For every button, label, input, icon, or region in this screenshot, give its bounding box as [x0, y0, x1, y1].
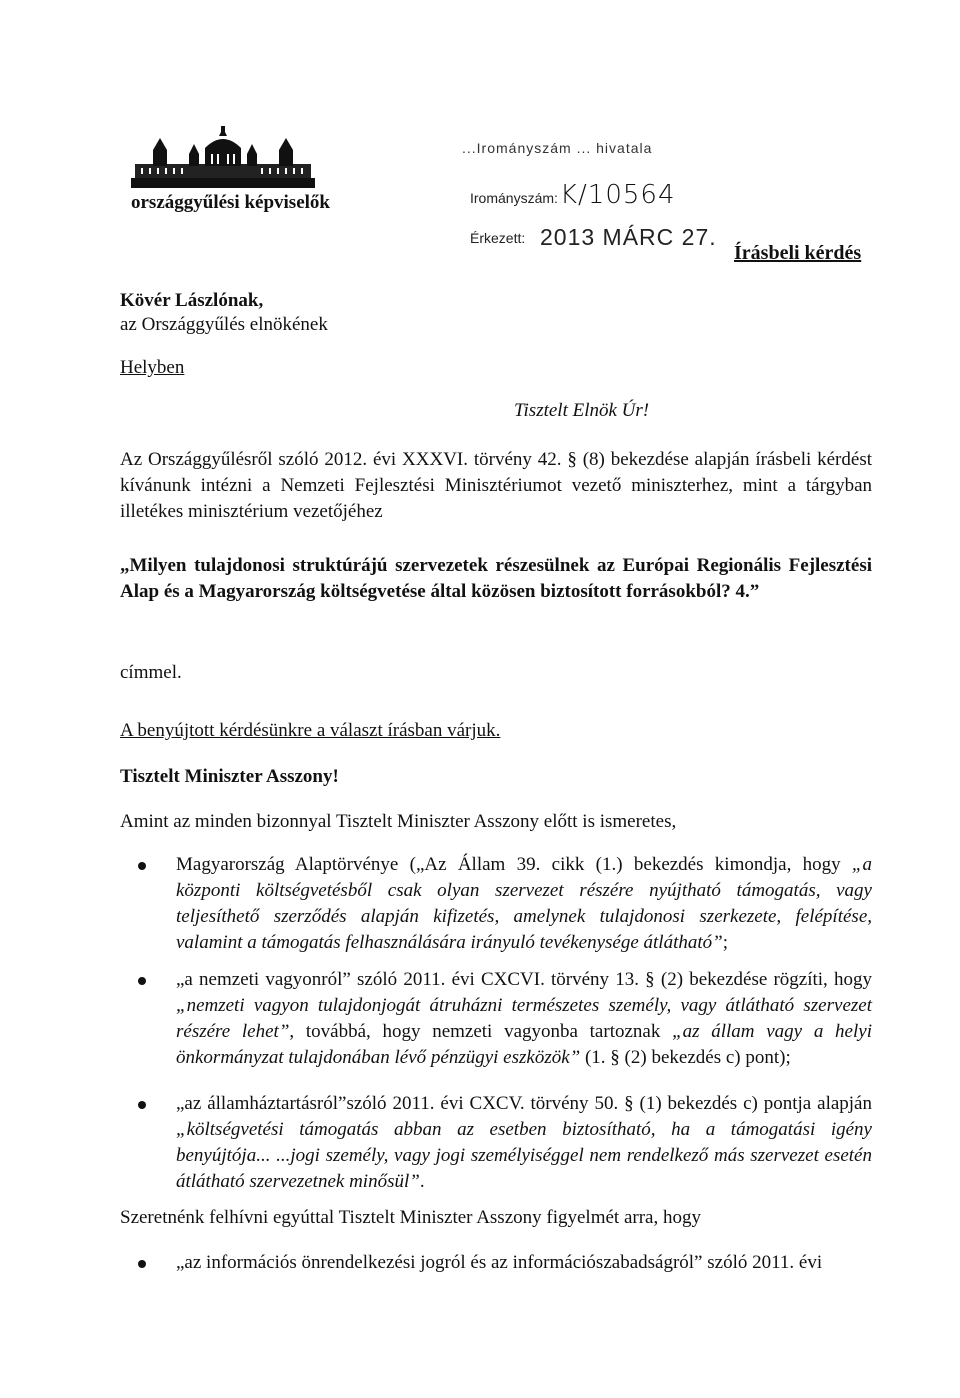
question-title: „Milyen tulajdonosi struktúrájú szervezetek részesülnek az Európai Regionális Fejlesztési Alap és a Magyarország költségvetése által közösen biztosított forrásokból? 4.” — [120, 555, 872, 602]
stamp-registration-label: Irományszám: — [470, 190, 558, 206]
title-suffix: címmel. — [120, 662, 182, 683]
parliament-logo — [131, 126, 315, 188]
stamp-registration-number: K/10564 — [560, 180, 676, 210]
bullet-icon — [138, 862, 146, 870]
bullet-icon — [138, 1260, 146, 1268]
organization-name: országgyűlési képviselők — [131, 192, 330, 213]
lead-sentence: Amint az minden bizonnyal Tisztelt Miniszter Asszony előtt is ismeretes, — [120, 811, 677, 832]
addressee-role: az Országgyűlés elnökének — [120, 314, 328, 335]
addressee-location: Helyben — [120, 357, 185, 378]
answer-request: A benyújtott kérdésünkre a választ írásban várjuk. — [120, 720, 501, 741]
stamp-header: ...Irományszám ... hivatala — [462, 140, 653, 156]
bullet-text-plain: „az államháztartásról”szóló 2011. évi CXCV. törvény 50. § (1) bekezdés c) pontja alapján — [176, 1093, 872, 1114]
bullet-text-plain: „az információs önrendelkezési jogról és az információszabadságról” szóló 2011. évi — [176, 1252, 823, 1273]
salutation: Tisztelt Elnök Úr! — [514, 400, 650, 421]
bullet-text-tail: ; — [722, 932, 728, 953]
bullet-text-quote: „az állam vagy a helyi önkormányzat tulajdonában lévő pénzügyi eszközök” — [176, 1021, 872, 1068]
bullet-text-plain: „a nemzeti vagyonról” szóló 2011. évi CXCVI. törvény 13. § (2) bekezdése rögzíti, hogy — [176, 969, 872, 990]
bullet-text-quote: „a központi költségvetésből csak olyan szervezet részére nyújtható támogatás, vagy teljesíthető szerződés alapján kifizetés, amelynek tulajdonosi szerkezete, felépítése, valamint a támogatás felhasználására irányuló tevékenysége átlátható” — [176, 854, 872, 953]
bullet-text-quote: „nemzeti vagyon tulajdonjogát átruházni természetes személy, vagy átlátható szervezet részére lehet” — [176, 995, 872, 1042]
addressee-name: Kövér Lászlónak, — [120, 290, 264, 311]
stamp-received-label: Érkezett: — [470, 230, 526, 246]
document-type: Írásbeli kérdés — [734, 242, 862, 264]
intro-paragraph: Az Országgyűlésről szóló 2012. évi XXXVI. törvény 42. § (8) bekezdése alapján írásbeli kérdést kívánunk intézni a Nemzeti Fejlesztési Minisztériumot vezető miniszterhez, mint a tárgyban illetékes minisztérium vezetőjéhez — [120, 449, 872, 522]
bullet-text-plain: , továbbá, hogy nemzeti vagyonba tartoznak — [289, 1021, 673, 1042]
stamp-received-date: 2013 MÁRC 27. — [540, 224, 717, 250]
bullet-text-tail: . — [419, 1171, 425, 1192]
bullet-icon — [138, 977, 146, 985]
bullet-text-plain: Magyarország Alaptörvénye („Az Állam 39. cikk (1.) bekezdés kimondja, hogy — [176, 854, 852, 875]
bullet-text-tail: (1. § (2) bekezdés c) pont); — [580, 1047, 791, 1068]
bullet-icon — [138, 1101, 146, 1109]
addressee-block — [120, 289, 328, 337]
minister-salutation: Tisztelt Miniszter Asszony! — [120, 766, 339, 787]
lead-sentence-2: Szeretnénk felhívni egyúttal Tisztelt Miniszter Asszony figyelmét arra, hogy — [120, 1207, 701, 1228]
bullet-text-quote: „költségvetési támogatás abban az esetben biztosítható, ha a támogatási igény benyújtója... ...jogi személy, vagy jogi személyiséggel nem rendelkező más szervezet esetén átlátható szervezetnek minősül” — [176, 1119, 872, 1192]
